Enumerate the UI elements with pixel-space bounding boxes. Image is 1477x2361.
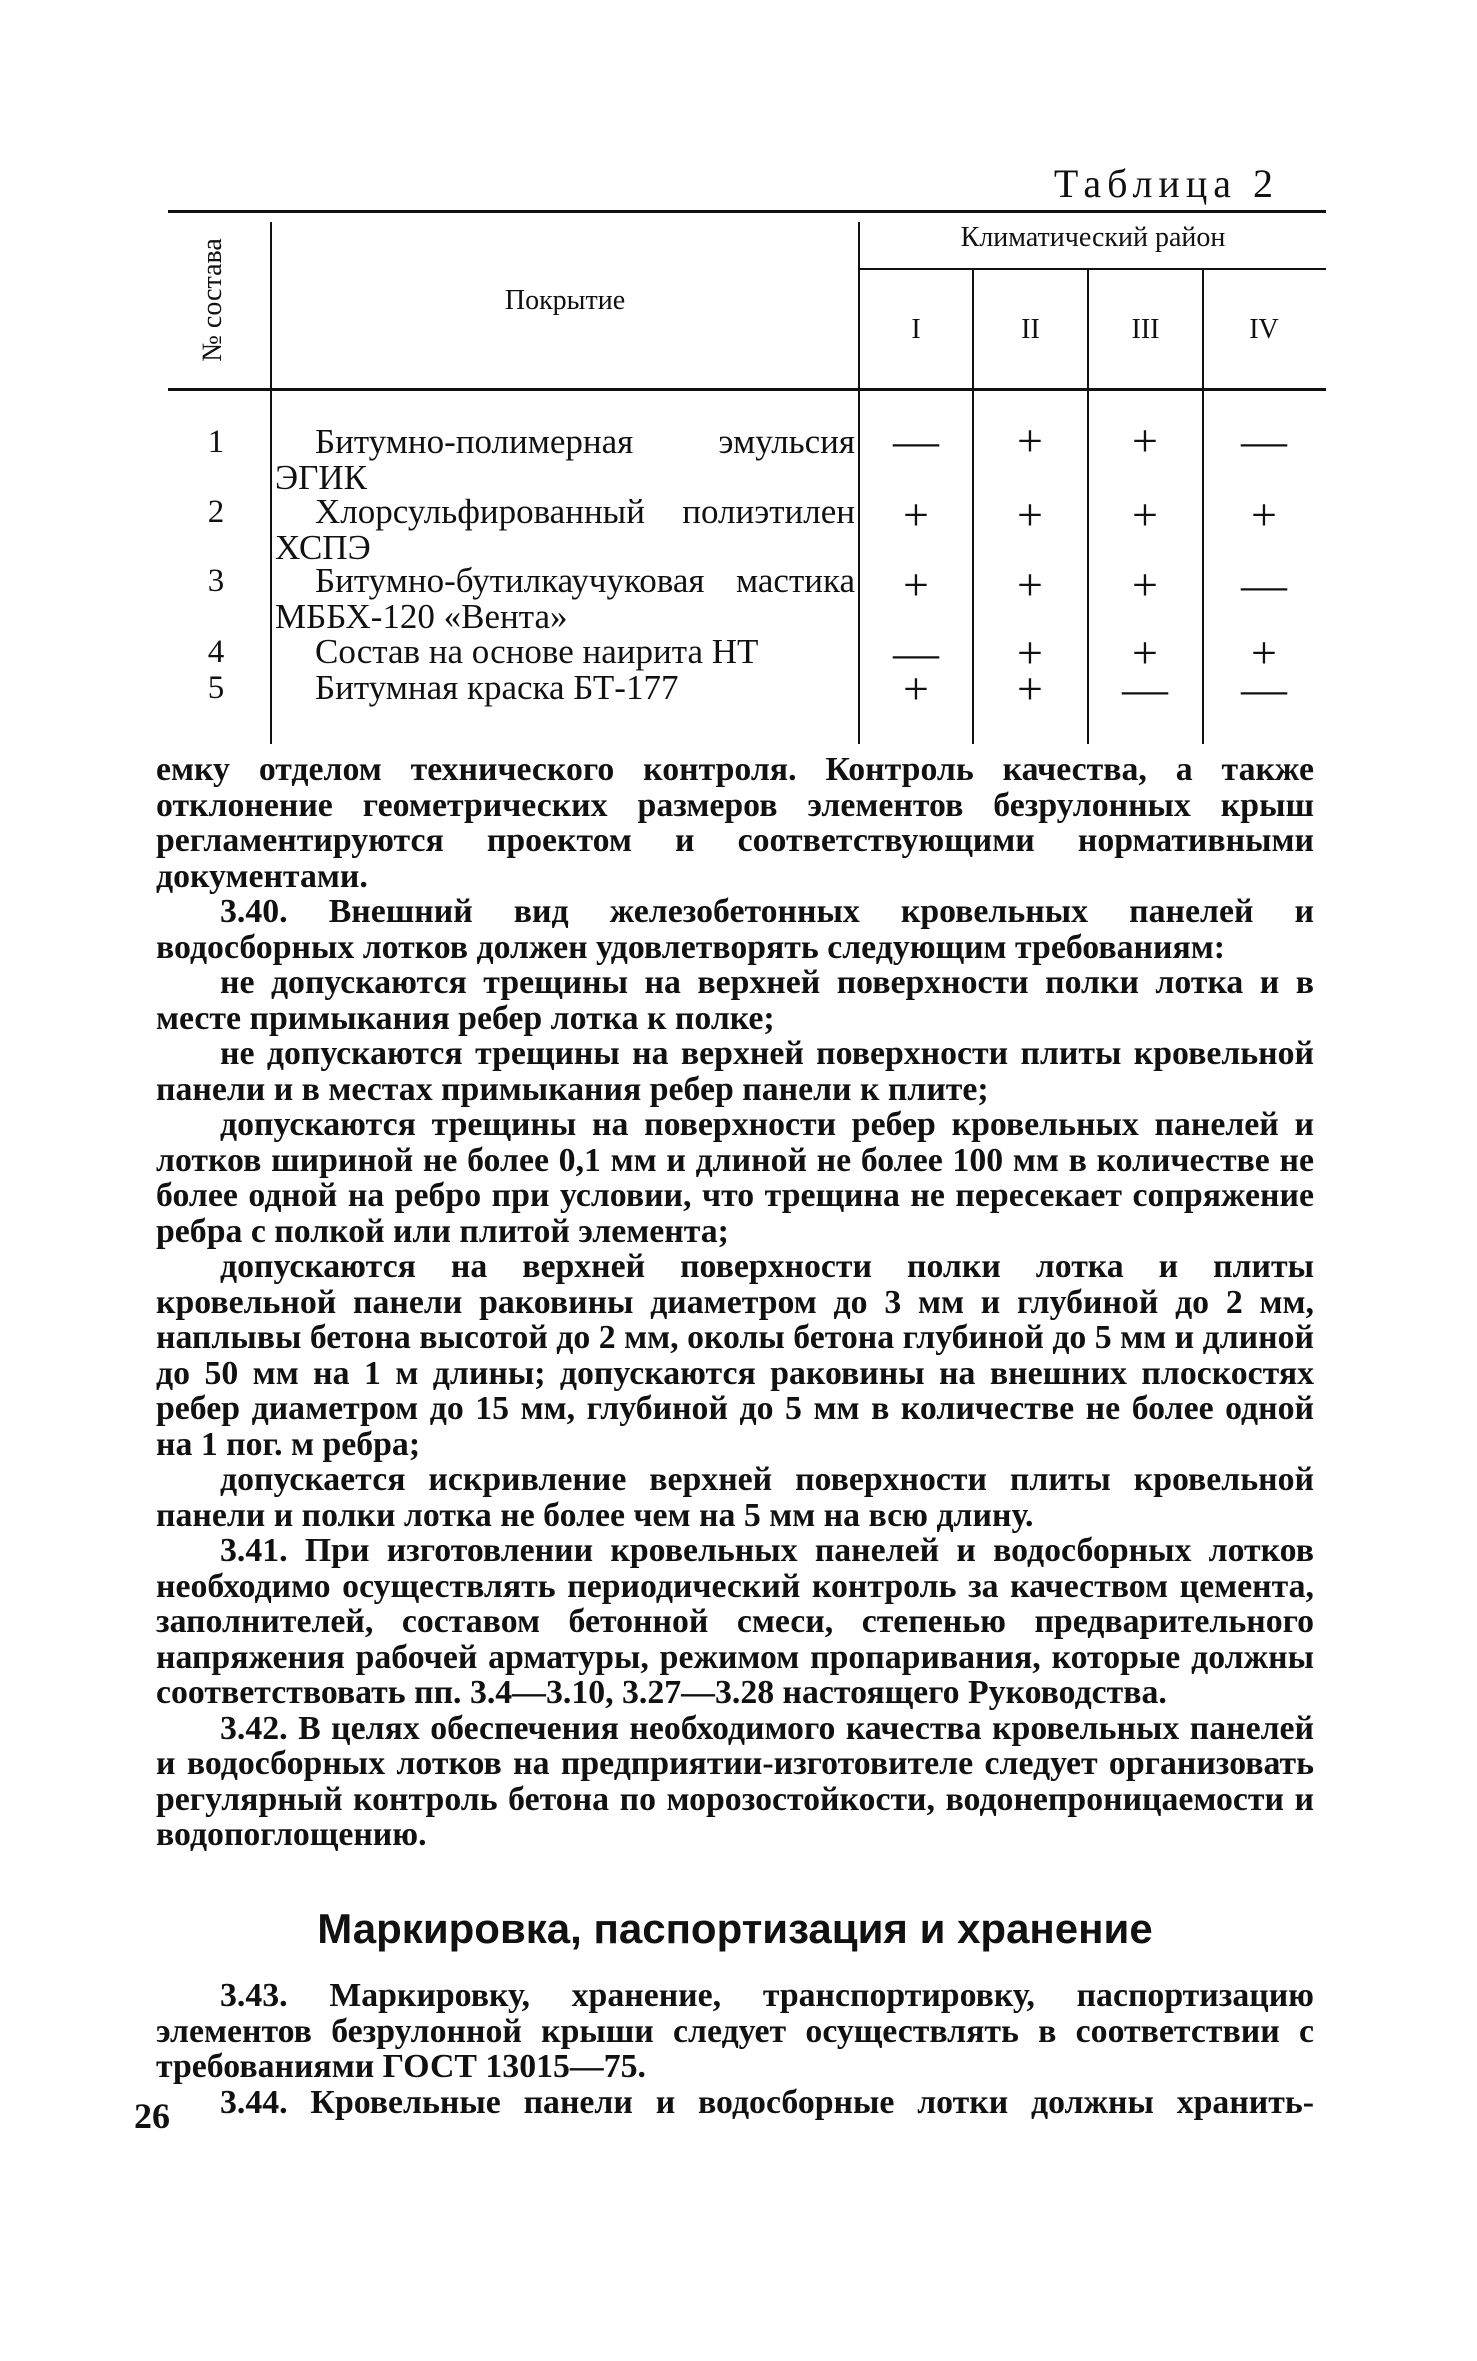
header-region-2: II xyxy=(1021,314,1040,345)
row-4-number: 4 xyxy=(207,634,225,670)
header-region-3: III xyxy=(1131,314,1160,345)
row-2-region-1: + xyxy=(903,489,929,540)
row-2-coating: Хлорсульфированный полиэтилен ХСПЭ xyxy=(275,492,855,567)
row-5-region-3: — xyxy=(1122,663,1168,714)
row-5-coating: Битумная краска БТ-177 xyxy=(315,668,679,707)
header-region-4: IV xyxy=(1249,314,1279,345)
row-1-region-4: — xyxy=(1241,415,1287,466)
row-2-region-3: + xyxy=(1132,489,1158,540)
body-text-block xyxy=(156,752,1314,1853)
region-subheader-rule xyxy=(860,268,1326,270)
row-5-region-1: + xyxy=(903,663,929,714)
row-5-region-4: — xyxy=(1241,663,1287,714)
paragraph-continuation: емку отделом технического контроля. Контроль качества, а также отклонение геометрических размеров элементов безрулонных крыш регламентируются проектом и соответствующими нормативными документами. xyxy=(156,751,1314,895)
row-3-region-3: + xyxy=(1132,559,1158,610)
paragraph-3-40: 3.40. Внешний вид железобетонных кровельных панелей и водосборных лотков должен удовлетворять следующим требованиям: xyxy=(156,893,1314,966)
section-title: Маркировка, паспортизация и хранение xyxy=(317,1905,1153,1952)
paragraph-requirement-4: допускаются на верхней поверхности полки лотка и плиты кровельной панели раковины диаметром до 3 мм и глубиной до 2 мм, наплывы бетона высотой до 2 мм, околы бетона глубиной до 5 мм и длиной до 50 мм на 1 м длины; допускаются раковины на внешних плоскостях ребер диаметром до 15 мм, глубиной до 5 мм в количестве не более одной на 1 пог. м ребра; xyxy=(156,1248,1314,1463)
page-number: 26 xyxy=(134,2096,170,2136)
row-2-region-4: + xyxy=(1251,489,1277,540)
table-caption: Таблица 2 xyxy=(1053,161,1279,206)
row-4-region-1: — xyxy=(893,627,939,678)
paragraph-requirement-2: не допускаются трещины на верхней поверхности плиты кровельной панели и в местах примыкания ребер панели к плите; xyxy=(156,1035,1314,1108)
row-3-region-4: — xyxy=(1241,559,1287,610)
paragraph-requirement-1: не допускаются трещины на верхней поверхности полки лотка и в месте примыкания ребер лотка к полке; xyxy=(156,964,1314,1037)
row-4-coating: Состав на основе наирита НТ xyxy=(315,632,759,671)
body-text-block-2 xyxy=(156,1978,1314,2120)
row-1-region-1: — xyxy=(893,415,939,466)
row-3-region-2: + xyxy=(1017,559,1043,610)
paragraph-3-43: 3.43. Маркировку, хранение, транспортировку, паспортизацию элементов безрулонной крыши следует осуществлять в соответствии с требованиями ГОСТ 13015—75. xyxy=(156,1977,1314,2085)
row-3-number: 3 xyxy=(207,563,225,599)
paragraph-3-42: 3.42. В целях обеспечения необходимого качества кровельных панелей и водосборных лотков на предприятии-изготовителе следует организовать регулярный контроль бетона по морозостойкости, водонепроницаемости и водопоглощению. xyxy=(156,1709,1314,1853)
table-header-rule xyxy=(168,388,1326,391)
header-region-1: I xyxy=(911,314,921,345)
row-3-region-1: + xyxy=(903,559,929,610)
header-coating: Покрытие xyxy=(504,285,626,316)
header-composition-number: № состава xyxy=(197,238,228,362)
table-top-rule xyxy=(168,210,1326,213)
paragraph-3-41: 3.41. При изготовлении кровельных панелей и водосборных лотков необходимо осуществлять периодический контроль за качеством цемента, заполнителей, составом бетонной смеси, степенью предварительного напряжения рабочей арматуры, режимом пропаривания, которые должны соответствовать пп. 3.4—3.10, 3.27—3.28 настоящего Руководства. xyxy=(156,1532,1314,1711)
row-1-region-3: + xyxy=(1132,415,1158,466)
paragraph-requirement-5: допускается искривление верхней поверхности плиты кровельной панели и полки лотка не более чем на 5 мм на всю длину. xyxy=(156,1461,1314,1534)
col-divider-2 xyxy=(858,222,860,744)
paragraph-3-44: 3.44. Кровельные панели и водосборные лотки должны хранить- xyxy=(220,2083,1314,2121)
row-1-number: 1 xyxy=(207,424,225,460)
row-4-region-4: + xyxy=(1251,627,1277,678)
row-5-region-2: + xyxy=(1017,663,1043,714)
row-1-region-2: + xyxy=(1017,415,1043,466)
row-5-number: 5 xyxy=(207,670,225,706)
row-1-coating: Битумно-полимерная эмульсия ЭГИК xyxy=(275,422,855,497)
paragraph-requirement-3: допускаются трещины на поверхности ребер кровельных панелей и лотков шириной не более 0,1 мм и длиной не более 100 мм в количестве не более одной на ребро при условии, что трещина не пересекает сопряжение ребра с полкой или плитой элемента; xyxy=(156,1106,1314,1250)
row-4-region-3: + xyxy=(1132,627,1158,678)
row-2-number: 2 xyxy=(207,494,225,530)
header-climatic-region: Климатический район xyxy=(960,222,1226,253)
row-3-coating: Битумно-бутилкаучуковая мастика МББХ-120 «Вента» xyxy=(275,561,855,636)
row-4-region-2: + xyxy=(1017,627,1043,678)
row-2-region-2: + xyxy=(1017,489,1043,540)
